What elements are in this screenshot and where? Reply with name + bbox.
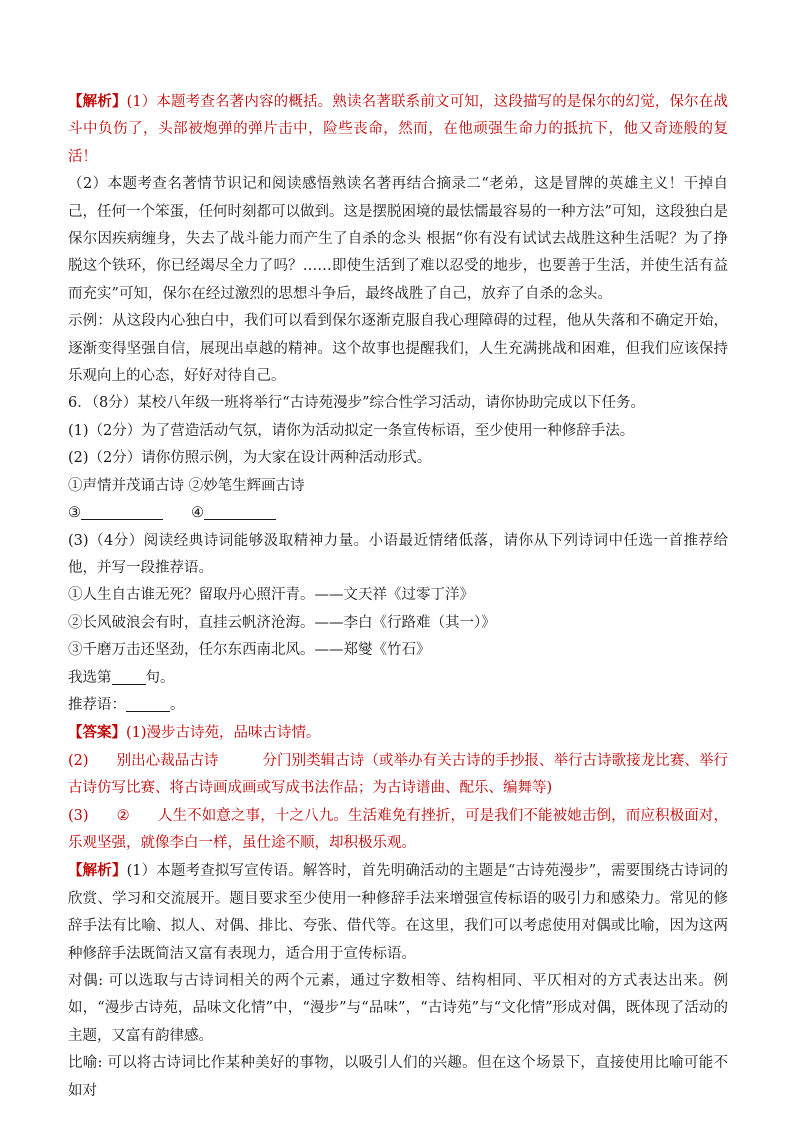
- recommend-blank[interactable]: [126, 696, 170, 712]
- question-3: (3)（4分）阅读经典诗词能够汲取精神力量。小语最近情绪低落，请你从下列诗词中任选一首推荐给他，并写一段推荐语。: [68, 532, 728, 576]
- question-2-blanks: [68, 500, 728, 527]
- analysis-part2: （2）本题考查名著情节识记和阅读感悟熟读名著再结合摘录二“老弟，这是冒牌的英雄主义！干掉自己，任何一个笨蛋，任何时刻都可以做到。这是摆脱困境的最怯懦最容易的一种方法”可知，这段独白是保尔因疾病缠身，失去了战斗能力而产生了自杀的念头 根据“你有没有试试去战胜这种生活呢？为了挣脱这个铁环，你已经竭尽全力了吗？……即使生活到了难以忍受的地步，也要善于生活，并使生活有益而充实”可知，保尔在经过激烈的思想斗争后，最终战胜了自己，放弃了自杀的念头。: [68, 176, 728, 302]
- poem-3: ③千磨万击还坚劲，任尔东西南北风。——郑燮《竹石》: [68, 642, 431, 659]
- page-content: [68, 88, 728, 1105]
- answer-3-num: (3): [68, 807, 89, 824]
- analysis2-text: (1）本题考查拟写宣传语。解答时，首先明确活动的主题是“古诗苑漫步”，需要围绕古诗词的欣赏、学习和交流展开。题目要求至少使用一种修辞手法来增强宣传标语的吸引力和感染力。常见的修辞手法有比喻、拟人、对偶、排比、夸张、借代等。在这里，我们可以考虑使用对偶或比喻，因为这两种修辞手法既简洁又富有表现力，适合用于宣传标语。: [68, 863, 728, 962]
- recommend-suffix: 。: [170, 696, 185, 713]
- example-item-2: ②妙笔生辉画古诗: [188, 477, 305, 494]
- question-2: (2)（2分）请你仿照示例，为大家在设计两种活动形式。: [68, 450, 432, 467]
- analysis-example: 示例：从这段内心独白中，我们可以看到保尔逐渐克服自我心理障碍的过程，他从失落和不确定开始，逐渐变得坚强自信，展现出卓越的精神。这个故事也提醒我们，人生充满挑战和困难，但我们应该保持乐观向上的心态，好好对待自己。: [68, 313, 728, 385]
- choose-blank[interactable]: [112, 669, 146, 685]
- choose-suffix: 句。: [145, 669, 175, 686]
- answer-blank-4[interactable]: [204, 504, 276, 520]
- analysis2-part1: [68, 857, 728, 968]
- analysis2-tag: 【解析】: [68, 862, 127, 880]
- poem-2: ②长风破浪会有时，直挂云帆济沧海。——李白《行路难（其一）》: [68, 614, 496, 631]
- answer-tag: 【答案】: [68, 724, 126, 742]
- analysis2-duiou: 对偶: 可以选取与古诗词相关的两个元素，通过字数相等、结构相同、平仄相对的方式表达出来。例如，“漫步古诗苑，品味文化情”中，“漫步”与“品味”，“古诗苑”与“文化情”形成对偶，既体现了活动的主题，又富有韵律感。: [68, 973, 728, 1044]
- question-2-examples: [68, 473, 728, 500]
- recommend-line: [68, 692, 728, 719]
- answer-blank-3[interactable]: [81, 504, 163, 520]
- analysis-tag: 【解析】: [68, 93, 127, 110]
- answer-2: [68, 748, 728, 803]
- answer-3: [68, 803, 728, 858]
- analysis2-biyu: 比喻: 可以将古诗词比作某种美好的事物，以吸引人们的兴趣。但在这个场景下，直接使用比喻可能不如对: [68, 1055, 728, 1099]
- answer-3-choice: ②: [116, 807, 130, 824]
- choose-line: [68, 665, 728, 692]
- analysis-part1-text: (1）本题考查名著内容的概括。熟读名著联系前文可知，这段描写的是保尔的幻觉，保尔在战斗中负伤了，头部被炮弹的弹片击中，险些丧命，然而，在他顽强生命力的抵抗下，他又奇迹般的复活！: [68, 94, 728, 165]
- recommend-prefix: 推荐语：: [68, 696, 126, 713]
- analysis-part1: [68, 88, 728, 171]
- answer-1-text: (1)漫步古诗苑，品味古诗情。: [126, 725, 321, 742]
- answer-2-item1: 别出心裁品古诗: [116, 752, 219, 769]
- poem-1: ①人生自古谁无死？留取丹心照汗青。——文天祥《过零丁洋》: [68, 587, 474, 604]
- question-stem: 6．（8分）某校八年级一班将举行“古诗苑漫步”综合性学习活动，请你协助完成以下任务。: [68, 395, 646, 412]
- answer-2-num: (2): [68, 752, 89, 769]
- blank-label-4: ④: [191, 505, 204, 522]
- answer-1: [68, 719, 728, 747]
- example-item-1: ①声情并茂诵古诗: [68, 477, 184, 494]
- answer-2-rest: 分门别类辑古诗（或举办有关古诗的手抄报、举行古诗歌接龙比赛、举行古诗仿写比赛、将古诗画成画或写成书法作品；为古诗谱曲、配乐、编舞等): [68, 752, 728, 797]
- answer-3-rest: 人生不如意之事，十之八九。生活难免有挫折，可是我们不能被她击倒，而应积极面对，乐观坚强，就像李白一样，虽仕途不顺，却积极乐观。: [68, 807, 729, 851]
- choose-prefix: 我选第: [68, 669, 112, 686]
- blank-label-3: ③: [68, 505, 81, 522]
- question-1: (1)（2分）为了营造活动气氛，请你为活动拟定一条宣传标语，至少使用一种修辞手法。: [68, 422, 635, 439]
